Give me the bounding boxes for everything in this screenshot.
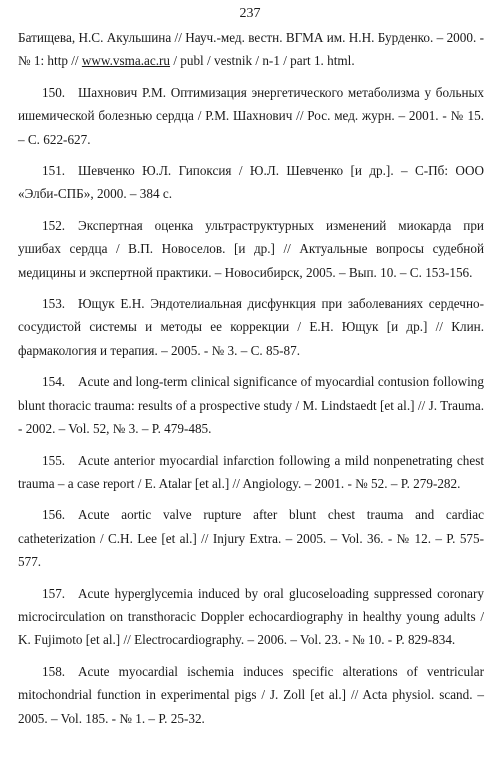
reference-text: Acute anterior myocardial infarction following a mild nonpenetrating chest trauma – a case report / E. Atalar [et al.] // Angiology. – 2001. - № 52. – P. 279-282.	[18, 452, 484, 491]
reference-number: 156.	[42, 507, 66, 523]
reference-item-155	[18, 449, 484, 496]
reference-item-151	[18, 159, 484, 206]
reference-item-157	[18, 582, 484, 652]
reference-text: Acute aortic valve rupture after blunt chest trauma and cardiac catheterization / C.H. Lee [et al.] // Injury Extra. – 2005. – Vol. 36. - № 12. – P. 575-577.	[18, 507, 484, 570]
reference-number: 154.	[42, 374, 66, 390]
reference-text: Acute hyperglycemia induced by oral glucoseloading suppressed coronary microcirculation on transthoracic Doppler echocardiography in healthy young adults / K. Fujimoto [et al.] // Electrocardiography. – 2006. – Vol. 23. - № 10. - P. 829-834.	[18, 585, 484, 648]
reference-number: 157.	[42, 585, 66, 601]
reference-number: 152.	[42, 217, 66, 233]
reference-text: Acute and long-term clinical significance of myocardial contusion following blunt thoracic trauma: results of a prospective study / M. Lindstaedt [et al.] // J. Trauma. - 2002. – Vol. 52, № 3. – P. 479-485.	[18, 374, 484, 437]
reference-number: 153.	[42, 296, 66, 312]
reference-item-156	[18, 503, 484, 573]
reference-item-continued	[18, 26, 484, 73]
reference-item-158	[18, 660, 484, 730]
reference-text: Шахнович Р.М. Оптимизация энергетического метаболизма у больных ишемической болезнью сердца / Р.М. Шахнович // Рос. мед. журн. – 2001. - № 15. – С. 622-627.	[18, 84, 484, 147]
reference-text: Ющук Е.Н. Эндотелиальная дисфункция при заболеваниях сердечно-сосудистой системы и методы ее коррекции / Е.Н. Ющук [и др.] // Клин. фармакология и терапия. – 2005. - № 3. – С. 85-87.	[18, 296, 484, 358]
reference-text: Экспертная оценка ультраструктурных изменений миокарда при ушибах сердца / В.П. Новоселов. [и др.] // Актуальные вопросы судебной медицины и экспертной практики. – Новосибирск, 2005. – Вып. 10. – С. 153-156.	[18, 217, 484, 280]
reference-text-tail: / publ / vestnik / n-1 / part 1. html.	[170, 53, 355, 69]
reference-text: Батищева, Н.С. Акульшина // Науч.-мед. вестн. ВГМА им. Н.Н. Бурденко. – 2000. - № 1: http //	[18, 30, 484, 69]
reference-text: Шевченко Ю.Л. Гипоксия / Ю.Л. Шевченко [и др.]. – С-Пб: ООО «Элби-СПБ», 2000. – 384 с.	[18, 163, 484, 202]
reference-number: 150.	[42, 84, 66, 100]
reference-item-150	[18, 81, 484, 151]
reference-number: 151.	[42, 163, 66, 179]
reference-number: 158.	[42, 663, 66, 679]
page-number: 237	[239, 6, 261, 21]
reference-item-153	[18, 292, 484, 362]
reference-item-154	[18, 370, 484, 440]
reference-url-link[interactable]: www.vsma.ac.ru	[81, 53, 171, 69]
reference-list	[18, 26, 484, 738]
reference-item-152	[18, 214, 484, 284]
reference-text: Acute myocardial ischemia induces specific alterations of ventricular mitochondrial function in experimental pigs / J. Zoll [et al.] // Acta physiol. scand. – 2005. – Vol. 185. - № 1. – P. 25-32.	[18, 663, 484, 726]
reference-number: 155.	[42, 452, 66, 468]
